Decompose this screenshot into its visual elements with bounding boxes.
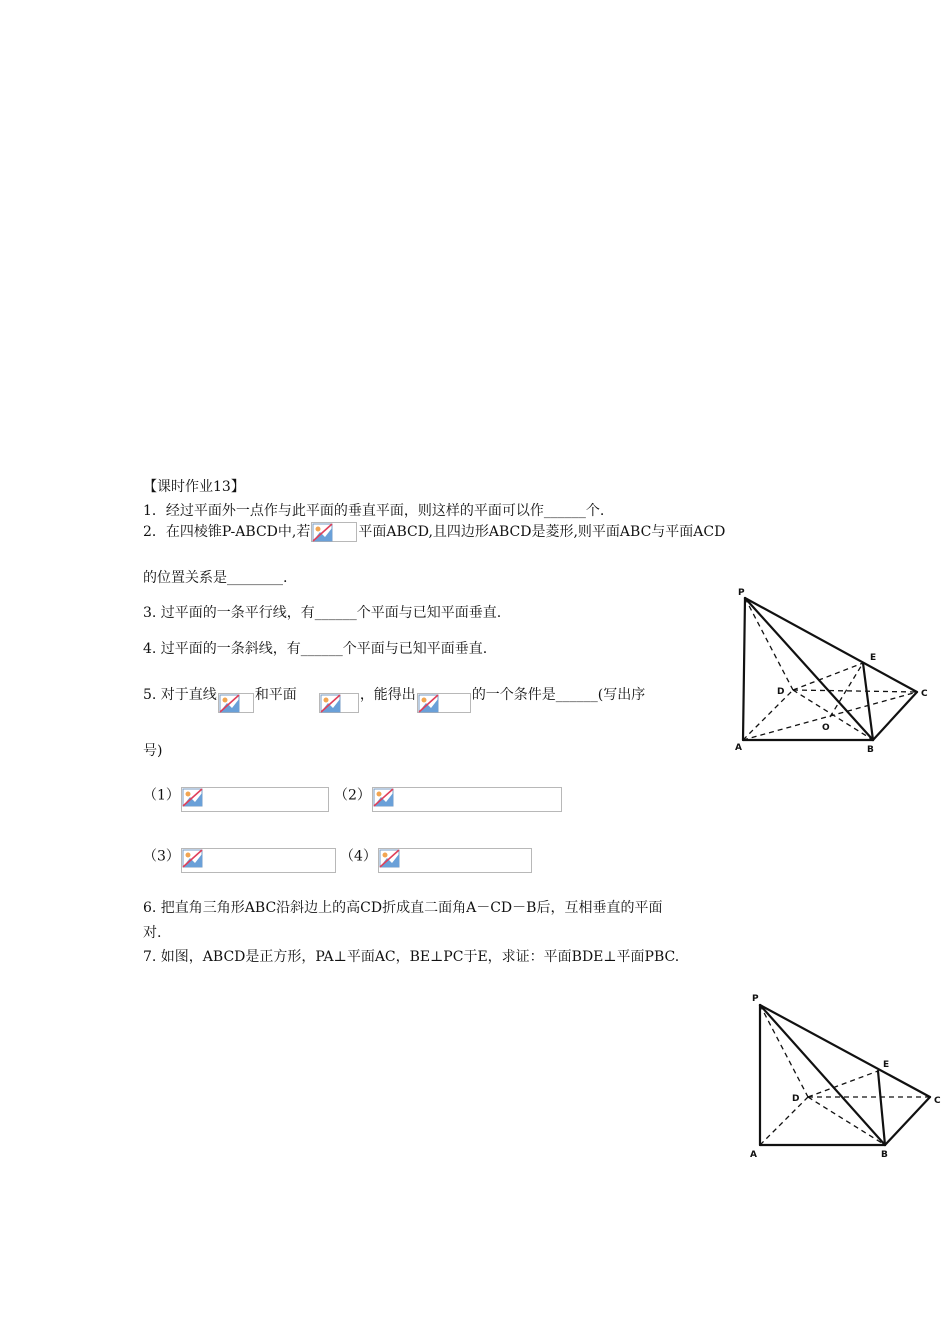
section-title: 【课时作业13】 xyxy=(143,479,245,495)
broken-image-icon xyxy=(373,788,394,807)
option-2-label: （2） xyxy=(334,787,371,804)
label-e: E xyxy=(883,1060,890,1070)
question-5-text-b: 和平面 xyxy=(254,687,297,703)
broken-image-placeholder xyxy=(372,787,562,812)
broken-image-placeholder xyxy=(218,693,254,713)
broken-image-placeholder xyxy=(311,522,357,542)
question-5 xyxy=(143,677,645,713)
question-4: 4. 过平面的一条斜线，有______个平面与已知平面垂直. xyxy=(143,641,488,657)
broken-image-placeholder xyxy=(181,787,329,812)
label-p: P xyxy=(738,588,745,598)
question-7: 7. 如图，ABCD是正方形，PA⊥平面AC，BE⊥PC于E，求证：平面BDE⊥平面PBC. xyxy=(143,949,680,965)
question-6-continued: 对. xyxy=(143,925,162,941)
label-b: B xyxy=(881,1150,888,1160)
label-p: P xyxy=(752,994,759,1004)
option-2 xyxy=(334,779,563,812)
option-4-label: （4） xyxy=(340,848,377,865)
label-o: O xyxy=(822,723,830,733)
label-c: C xyxy=(934,1096,941,1106)
question-5-text-d: 的一个条件是______(写出序 xyxy=(471,687,646,703)
broken-image-icon xyxy=(219,694,240,713)
broken-image-icon xyxy=(418,694,439,713)
broken-image-icon xyxy=(312,523,333,542)
question-5-text-a: 5. 对于直线 xyxy=(143,687,217,703)
broken-image-placeholder xyxy=(378,848,532,873)
label-e: E xyxy=(870,653,877,663)
broken-image-icon xyxy=(182,788,203,807)
broken-image-icon xyxy=(182,849,203,868)
broken-image-placeholder xyxy=(181,848,336,873)
option-1 xyxy=(143,779,330,812)
question-1: 1．经过平面外一点作与此平面的垂直平面，则这样的平面可以作______个. xyxy=(143,503,605,519)
question-3: 3. 过平面的一条平行线，有______个平面与已知平面垂直. xyxy=(143,605,502,621)
question-2 xyxy=(143,522,725,542)
question-2-continued: 的位置关系是________. xyxy=(143,570,288,586)
label-a: A xyxy=(750,1150,757,1160)
broken-image-placeholder xyxy=(319,693,359,713)
question-5-continued: 号) xyxy=(143,743,163,759)
label-d: D xyxy=(792,1094,800,1104)
question-2-text-a: 2．在四棱锥P-ABCD中,若 xyxy=(143,524,311,540)
broken-image-icon xyxy=(320,694,341,713)
option-1-label: （1） xyxy=(143,787,180,804)
label-d: D xyxy=(777,687,785,697)
label-a: A xyxy=(735,743,742,753)
option-3-label: （3） xyxy=(143,848,180,865)
option-3 xyxy=(143,840,337,873)
question-2-text-b: 平面ABCD,且四边形ABCD是菱形,则平面ABC与平面ACD xyxy=(358,524,726,540)
broken-image-icon xyxy=(379,849,400,868)
pyramid-figure-2 xyxy=(740,985,945,1165)
question-5-text-c: ，能得出 xyxy=(359,687,416,703)
option-4 xyxy=(340,840,533,873)
pyramid-figure-1 xyxy=(725,580,940,760)
label-b: B xyxy=(867,745,874,755)
question-6: 6. 把直角三角形ABC沿斜边上的高CD折成直二面角A－CD－B后，互相垂直的平面 xyxy=(143,900,663,916)
broken-image-placeholder xyxy=(417,693,471,713)
label-c: C xyxy=(921,689,928,699)
